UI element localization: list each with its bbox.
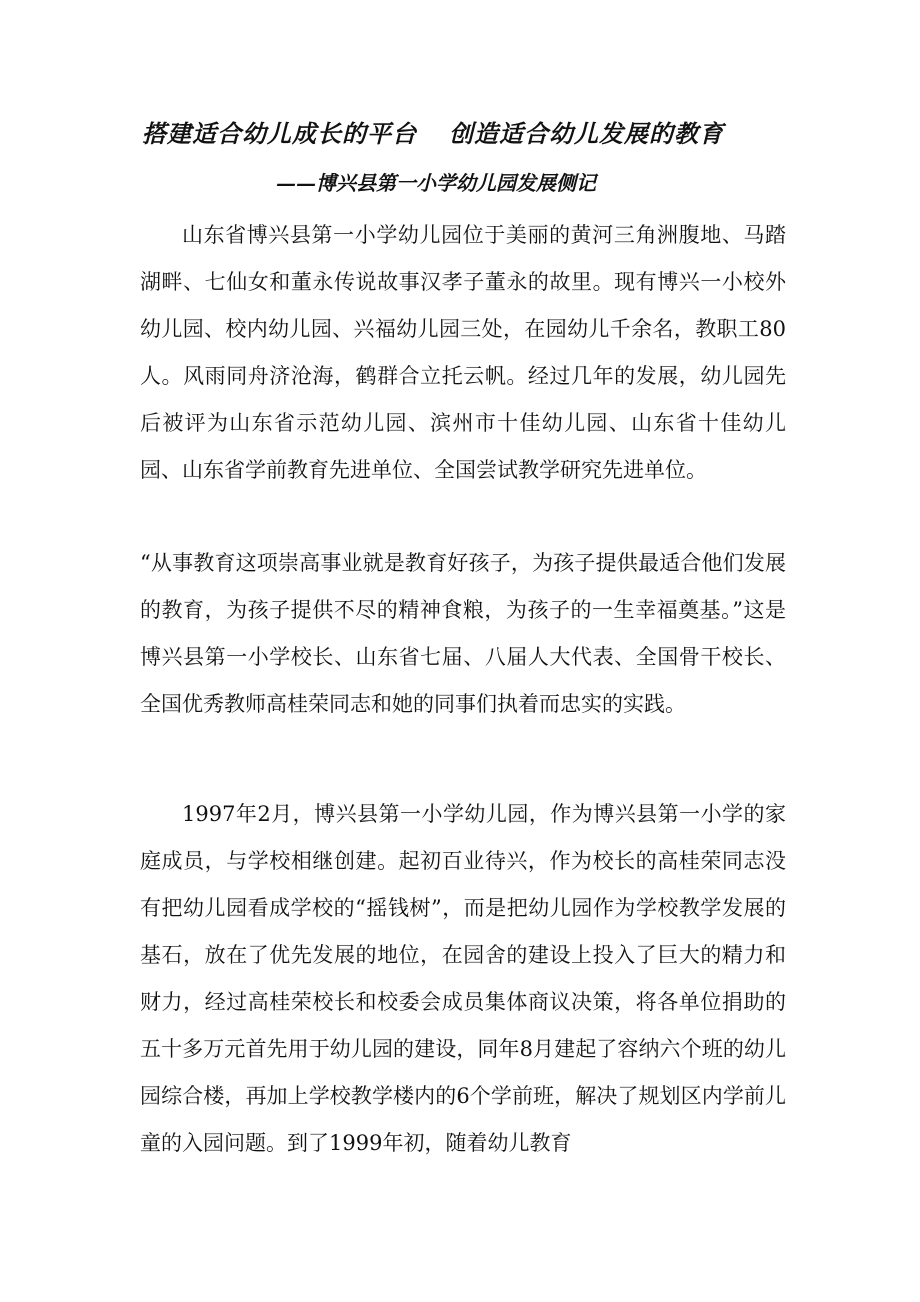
paragraph-2: “从事教育这项崇高事业就是教育好孩子，为孩子提供最适合他们发展的教育，为孩子提供不尽的精神食粮，为孩子的一生幸福奠基。”这是博兴县第一小学校长、山东省七届、八届人大代表、全国骨干校长、全国优秀教师高桂荣同志和她的同事们执着而忠实的实践。 [140,551,786,716]
paragraph-3-block [140,791,786,1167]
document-title [142,118,782,150]
paragraph-1-block [140,212,786,494]
title-part-2: 创造适合幼儿发展的教育 [449,119,724,148]
document-subtitle: ——博兴县第一小学幼儿园发展侧记 [276,171,596,195]
paragraph-3: 1997年2月，博兴县第一小学幼儿园，作为博兴县第一小学的家庭成员，与学校相继创建。起初百业待兴，作为校长的高桂荣同志没有把幼儿园看成学校的“摇钱树”，而是把幼儿园作为学校教学发展的基石，放在了优先发展的地位，在园舍的建设上投入了巨大的精力和财力，经过高桂荣校长和校委会成员集体商议决策，将各单位捐助的五十多万元首先用于幼儿园的建设，同年8月建起了容纳六个班的幼儿园综合楼，再加上学校教学楼内的6个学前班，解决了规划区内学前儿童的入园问题。到了1999年初，随着幼儿教育 [140,802,786,1155]
title-part-1: 搭建适合幼儿成长的平台 [142,119,417,148]
paragraph-2-block [140,540,786,728]
paragraph-1: 山东省博兴县第一小学幼儿园位于美丽的黄河三角洲腹地、马踏湖畔、七仙女和董永传说故事汉孝子董永的故里。现有博兴一小校外幼儿园、校内幼儿园、兴福幼儿园三处，在园幼儿千余名，教职工80人。风雨同舟济沧海，鹤群合立托云帆。经过几年的发展，幼儿园先后被评为山东省示范幼儿园、滨州市十佳幼儿园、山东省十佳幼儿园、山东省学前教育先进单位、全国尝试教学研究先进单位。 [140,223,786,482]
